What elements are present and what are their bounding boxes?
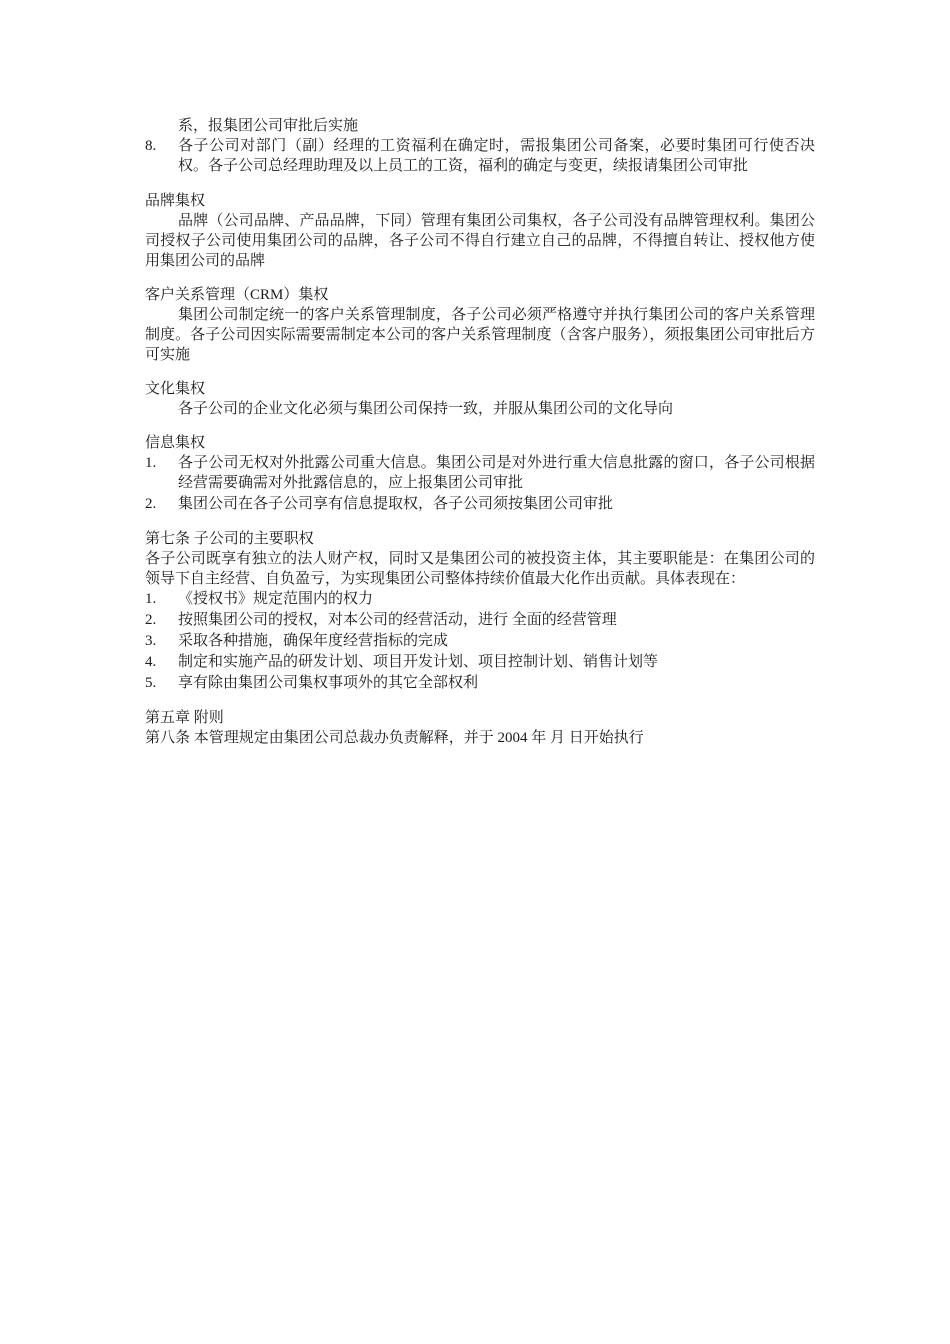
section-heading-crm: 客户关系管理（CRM）集权 (145, 287, 329, 303)
item-number: 8. (145, 138, 157, 154)
item-text: 各子公司对部门（副）经理的工资福利在确定时，需报集团公司备案，必要时集团可行使否决权。各子公司总经理助理及以上员工的工资，福利的确定与变更，续报请集团公司审批 (178, 138, 815, 174)
item-text: 采取各种措施，确保年度经营指标的完成 (178, 633, 449, 649)
list-item (145, 610, 815, 630)
list-item (145, 494, 815, 514)
item-text: 享有除由集团公司集权事项外的其它全部权利 (178, 675, 479, 691)
chapter5-heading: 第五章 附则 (145, 710, 224, 726)
item-number: 1. (145, 455, 157, 471)
item-number: 3. (145, 633, 157, 649)
item-text: 制定和实施产品的研发计划、项目开发计划、项目控制计划、销售计划等 (178, 654, 659, 670)
item-number: 2. (145, 612, 157, 628)
continuation-line: 系，报集团公司审批后实施 (178, 118, 359, 134)
item-number: 1. (145, 591, 157, 607)
section-heading-info: 信息集权 (145, 435, 206, 451)
item-text: 集团公司在各子公司享有信息提取权，各子公司须按集团公司审批 (178, 496, 614, 512)
article7-body: 各子公司既享有独立的法人财产权，同时又是集团公司的被投资主体，其主要职能是：在集团公司的领导下自主经营、自负盈亏，为实现集团公司整体持续价值最大化作出贡献。具体表现在： (145, 551, 815, 587)
list-item (145, 652, 815, 672)
item-number: 4. (145, 654, 157, 670)
item-number: 5. (145, 675, 157, 691)
article8-text: 第八条 本管理规定由集团公司总裁办负责解释，并于 2004 年 月 日开始执行 (145, 730, 644, 746)
list-item (145, 631, 815, 651)
section-body-crm: 集团公司制定统一的客户关系管理制度，各子公司必须严格遵守并执行集团公司的客户关系管理制度。各子公司因实际需要需制定本公司的客户关系管理制度（含客户服务），须报集团公司审批后方可实施 (145, 307, 815, 363)
section-body-brand: 品牌（公司品牌、产品品牌，下同）管理有集团公司集权，各子公司没有品牌管理权利。集团公司授权子公司使用集团公司的品牌，各子公司不得自行建立自己的品牌，不得擅自转让、授权他方使用集团公司的品牌 (145, 213, 815, 269)
item-text: 各子公司无权对外批露公司重大信息。集团公司是对外进行重大信息批露的窗口，各子公司根据经营需要确需对外批露信息的，应上报集团公司审批 (178, 455, 815, 491)
section-body-culture: 各子公司的企业文化必须与集团公司保持一致，并服从集团公司的文化导向 (178, 401, 674, 417)
list-item (145, 589, 815, 609)
item-text: 按照集团公司的授权，对本公司的经营活动，进行 全面的经营管理 (178, 612, 617, 628)
article7-heading: 第七条 子公司的主要职权 (145, 531, 314, 547)
list-item (145, 453, 815, 493)
item-text: 《授权书》规定范围内的权力 (178, 591, 374, 607)
list-item (145, 673, 815, 693)
section-heading-brand: 品牌集权 (145, 193, 206, 209)
item-number: 2. (145, 496, 157, 512)
document-page (145, 116, 815, 748)
section-heading-culture: 文化集权 (145, 381, 206, 397)
list-item (145, 136, 815, 176)
